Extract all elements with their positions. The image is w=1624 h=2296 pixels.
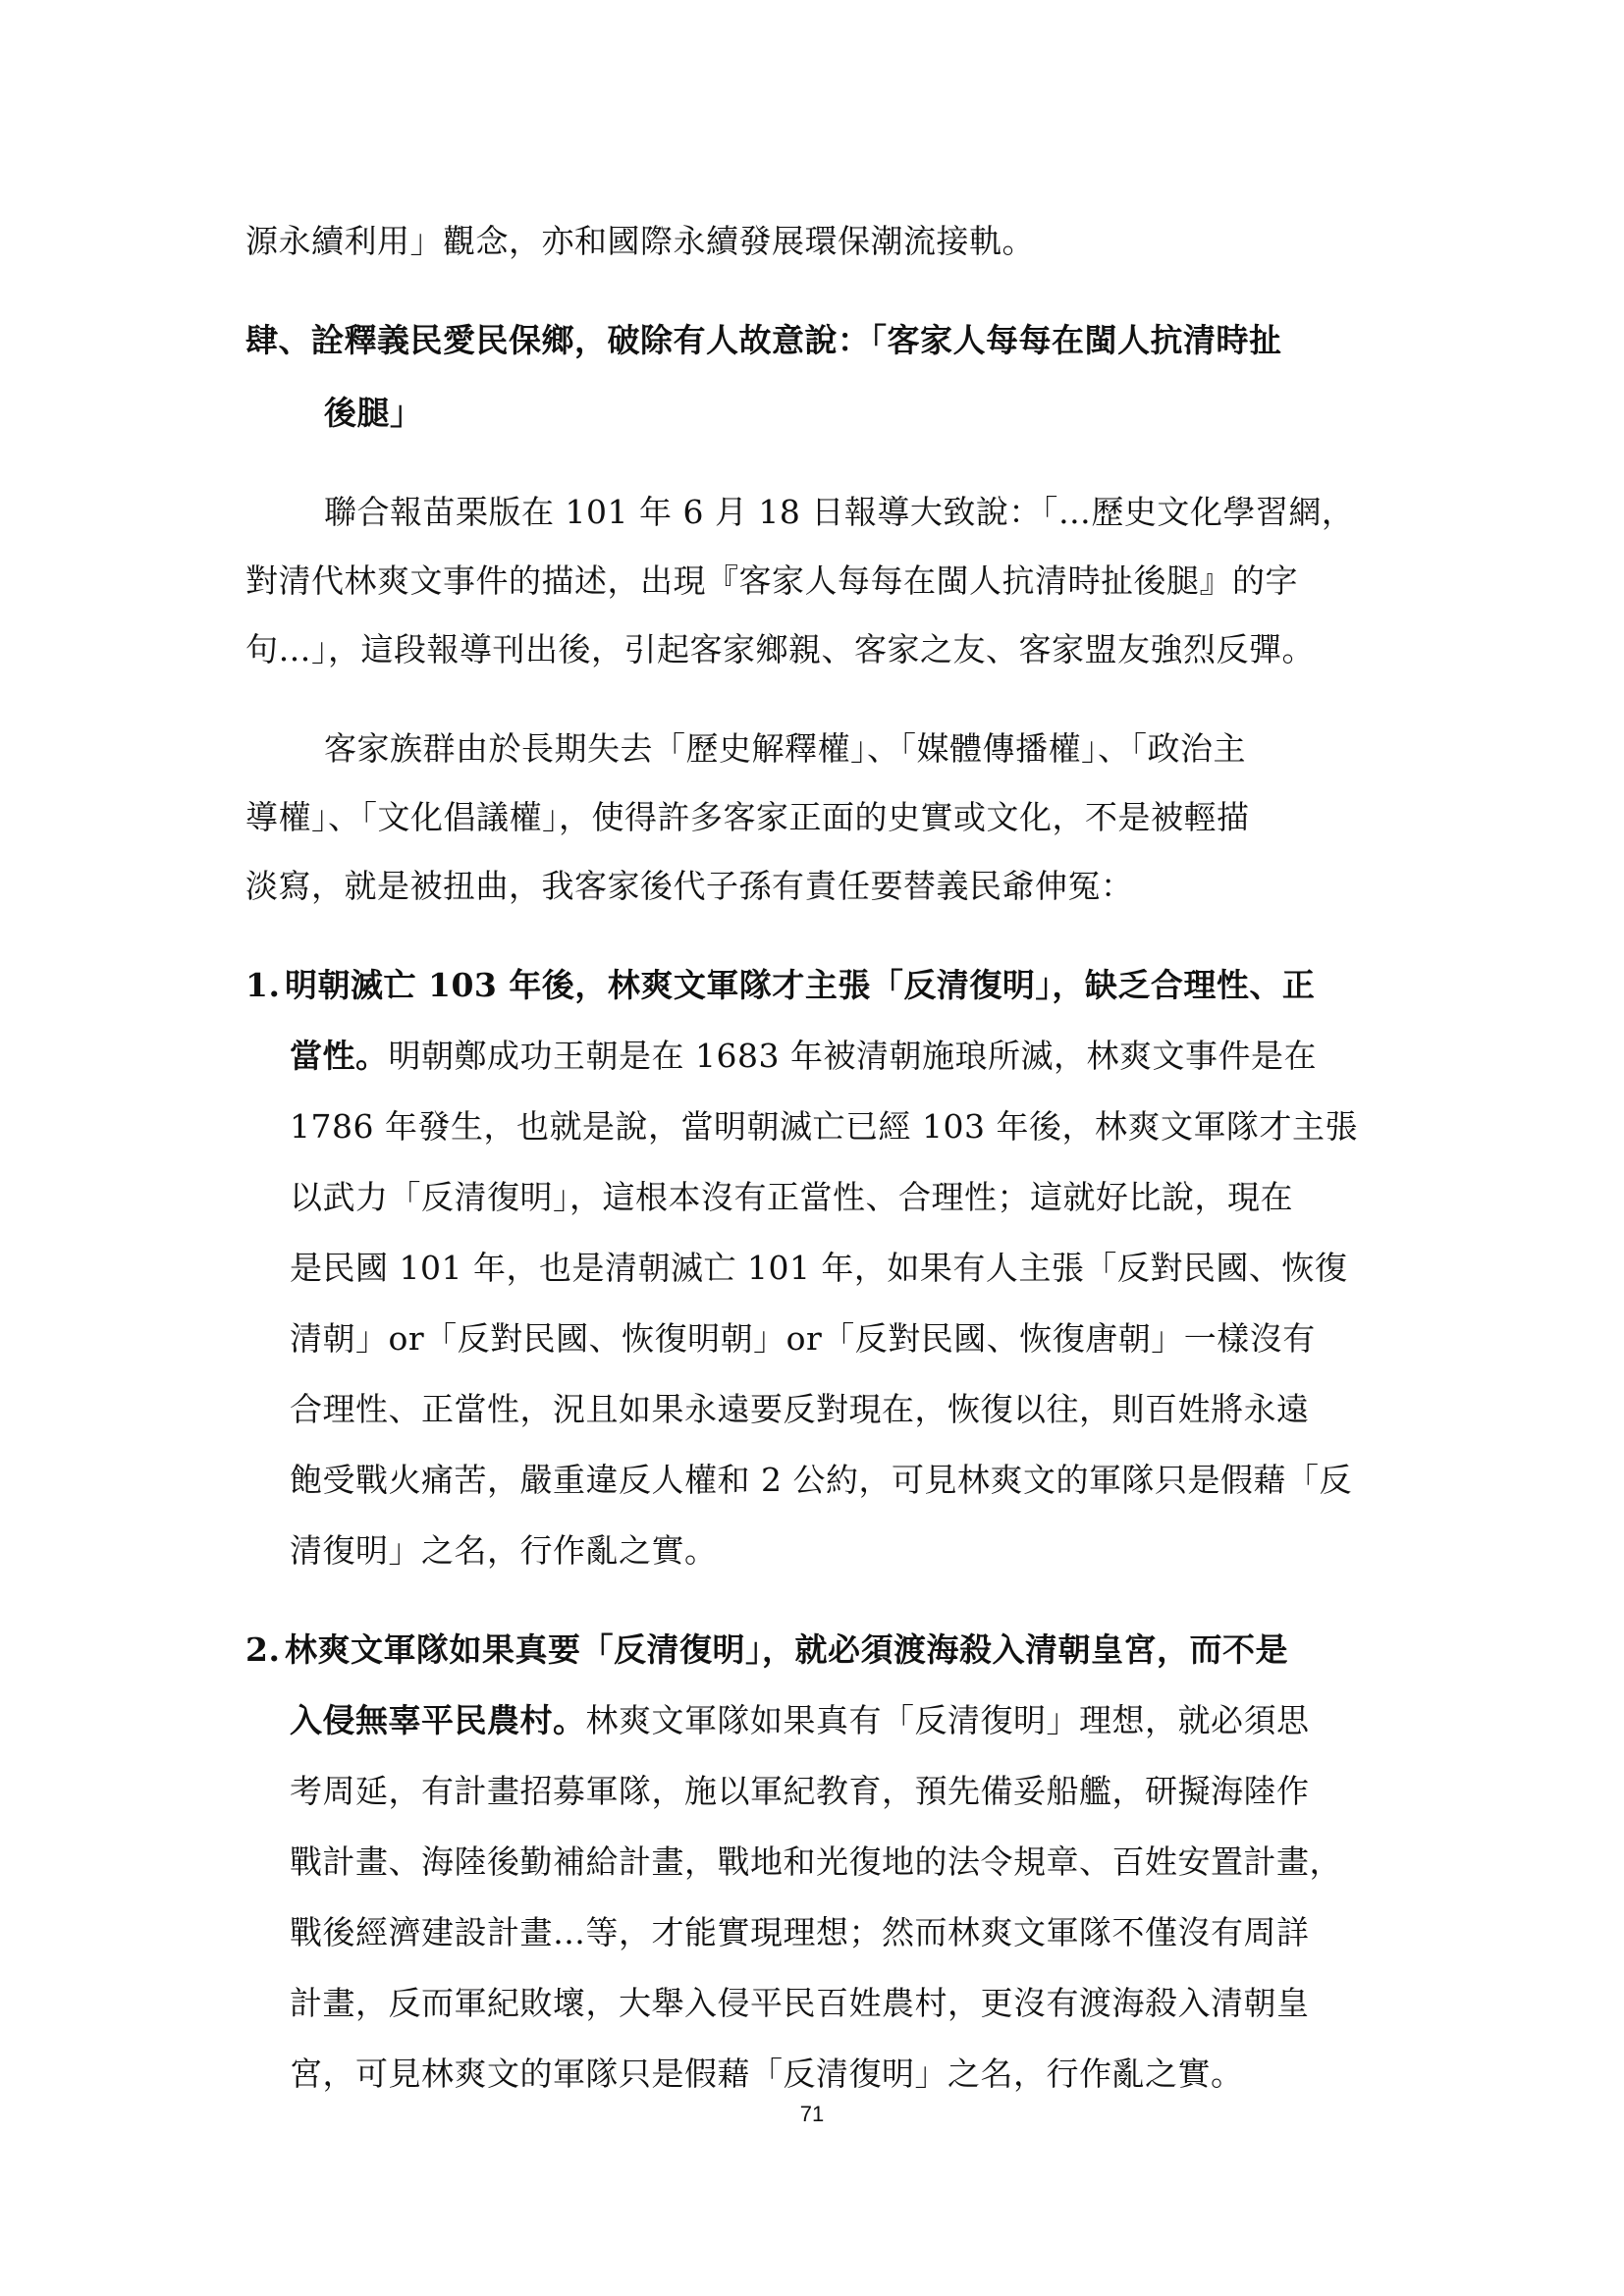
list-item-1-line-7: 合理性、正當性，況且如果永遠要反對現在，恢復以往，則百姓將永遠 xyxy=(290,1390,1310,1428)
list-item-2-line-2 xyxy=(290,1701,1310,1740)
list-item-2-body-start: 林爽文軍隊如果真有「反清復明」理想，就必須思 xyxy=(585,1701,1310,1739)
list-item-2-line-7: 宮，可見林爽文的軍隊只是假藉「反清復明」之名，行作亂之實。 xyxy=(290,2055,1244,2093)
continuation-line: 源永續利用」觀念，亦和國際永續發展環保潮流接軌。 xyxy=(245,222,1035,260)
list-item-1-line-3: 1786 年發生，也就是說，當明朝滅亡已經 103 年後，林爽文軍隊才主張 xyxy=(290,1107,1358,1146)
list-item-2-line-4: 戰計畫、海陸後勤補給計畫，戰地和光復地的法令規章、百姓安置計畫， xyxy=(290,1842,1342,1881)
list-item-1-line-5: 是民國 101 年，也是清朝滅亡 101 年，如果有人主張「反對民國、恢復 xyxy=(290,1249,1348,1287)
section-heading-line-2: 後腿」 xyxy=(324,394,423,432)
paragraph-2-line-1: 客家族群由於長期失去「歷史解釋權」、「媒體傳播權」、「政治主 xyxy=(324,729,1246,768)
paragraph-2-line-3: 淡寫，就是被扭曲，我客家後代子孫有責任要替義民爺伸冤： xyxy=(245,867,1134,905)
page-number: 71 xyxy=(799,2102,825,2126)
list-item-2-line-3: 考周延，有計畫招募軍隊，施以軍紀教育，預先備妥船艦，研擬海陸作 xyxy=(290,1772,1310,1810)
list-item-1-line-6: 清朝」or「反對民國、恢復明朝」or「反對民國、恢復唐朝」一樣沒有 xyxy=(290,1319,1316,1358)
paragraph-1-line-3: 句…」，這段報導刊出後，引起客家鄉親、客家之友、客家盟友強烈反彈。 xyxy=(245,630,1315,668)
list-item-2-number: 2. xyxy=(245,1630,281,1669)
section-heading-line-1: 肆、詮釋義民愛民保鄉，破除有人故意說：「客家人每每在閩人抗清時扯 xyxy=(245,321,1282,359)
list-item-2-line-6: 計畫，反而軍紀敗壞，大舉入侵平民百姓農村，更沒有渡海殺入清朝皇 xyxy=(290,1984,1310,2022)
paragraph-1-line-2: 對清代林爽文事件的描述，出現『客家人每每在閩人抗清時扯後腿』的字 xyxy=(245,561,1298,600)
paragraph-2-line-2: 導權」、「文化倡議權」，使得許多客家正面的史實或文化，不是被輕描 xyxy=(245,798,1250,836)
list-item-2-line-5: 戰後經濟建設計畫…等，才能實現理想；然而林爽文軍隊不僅沒有周詳 xyxy=(290,1913,1310,1951)
list-item-1-line-4: 以武力「反清復明」，這根本沒有正當性、合理性；這就好比說，現在 xyxy=(290,1178,1293,1216)
list-item-1-line-8: 飽受戰火痛苦，嚴重違反人權和 2 公約，可見林爽文的軍隊只是假藉「反 xyxy=(290,1461,1352,1499)
list-item-2-heading-end: 入侵無辜平民農村。 xyxy=(290,1701,586,1739)
list-item-1-body-start: 明朝鄭成功王朝是在 1683 年被清朝施琅所滅，林爽文事件是在 xyxy=(388,1037,1317,1075)
list-item-1-heading: 明朝滅亡 103 年後，林爽文軍隊才主張「反清復明」，缺乏合理性、正 xyxy=(285,966,1316,1004)
list-item-1-heading-end: 當性。 xyxy=(290,1037,389,1075)
list-item-1-line-2 xyxy=(290,1037,1317,1076)
list-item-1-line-9: 清復明」之名，行作亂之實。 xyxy=(290,1531,718,1570)
list-item-2-heading: 林爽文軍隊如果真要「反清復明」，就必須渡海殺入清朝皇宮，而不是 xyxy=(285,1630,1288,1669)
list-item-1-number: 1. xyxy=(245,966,281,1004)
paragraph-1-line-1: 聯合報苗栗版在 101 年 6 月 18 日報導大致說：「…歷史文化學習網， xyxy=(324,493,1355,531)
